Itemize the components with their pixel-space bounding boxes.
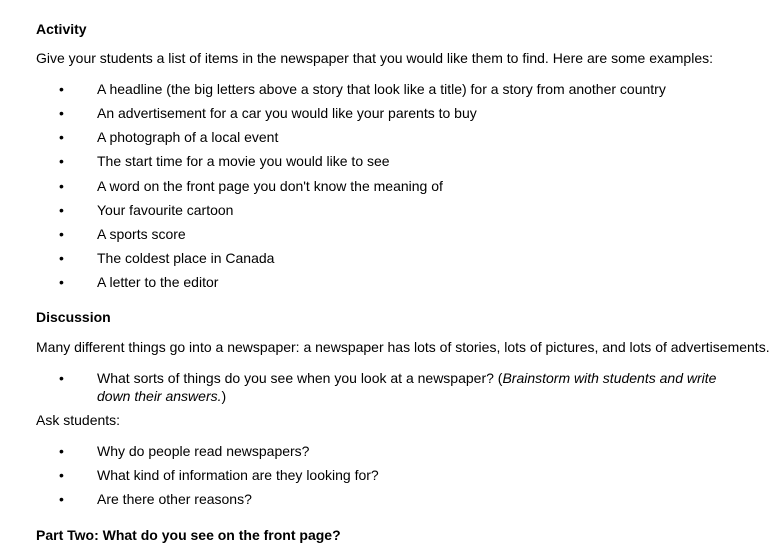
bullet: • [59, 370, 64, 386]
bullet: • [59, 202, 64, 218]
question-main: What sorts of things do you see when you look at a newspaper? ( [97, 370, 503, 386]
list-item-text: A sports score [97, 226, 186, 242]
bullet: • [59, 178, 64, 194]
question-text [97, 369, 737, 405]
discussion-heading: Discussion [36, 309, 111, 325]
list-item-text: A word on the front page you don't know the meaning of [97, 178, 443, 194]
list-item-text: Why do people read newspapers? [97, 443, 310, 459]
activity-intro: Give your students a list of items in the newspaper that you would like them to find. Here are some examples: [36, 50, 713, 66]
discussion-intro: Many different things go into a newspaper: a newspaper has lots of stories, lots of pictures, and lots of advertisements. [36, 339, 770, 355]
list-item-text: Are there other reasons? [97, 491, 252, 507]
bullet: • [59, 443, 64, 459]
activity-heading: Activity [36, 21, 87, 37]
list-item-text: Your favourite cartoon [97, 202, 234, 218]
list-item-text: A letter to the editor [97, 274, 219, 290]
bullet: • [59, 467, 64, 483]
bullet: • [59, 153, 64, 169]
list-item-text: An advertisement for a car you would like your parents to buy [97, 105, 477, 121]
bullet: • [59, 81, 64, 97]
bullet: • [59, 129, 64, 145]
bullet: • [59, 274, 64, 290]
bullet: • [59, 105, 64, 121]
list-item-text: A headline (the big letters above a story that look like a title) for a story from another country [97, 81, 666, 97]
question-close: ) [221, 388, 227, 404]
next-section-heading: Part Two: What do you see on the front page? [36, 527, 341, 543]
list-item-text: The coldest place in Canada [97, 250, 275, 266]
bullet: • [59, 226, 64, 242]
bullet: • [59, 491, 64, 507]
bullet: • [59, 250, 64, 266]
list-item-text: A photograph of a local event [97, 129, 279, 145]
list-item-text: The start time for a movie you would like to see [97, 153, 390, 169]
question-italic: Brainstorm with students and write down their answers. [97, 370, 717, 404]
ask-students-label: Ask students: [36, 412, 121, 428]
list-item-text: What kind of information are they looking for? [97, 467, 379, 483]
